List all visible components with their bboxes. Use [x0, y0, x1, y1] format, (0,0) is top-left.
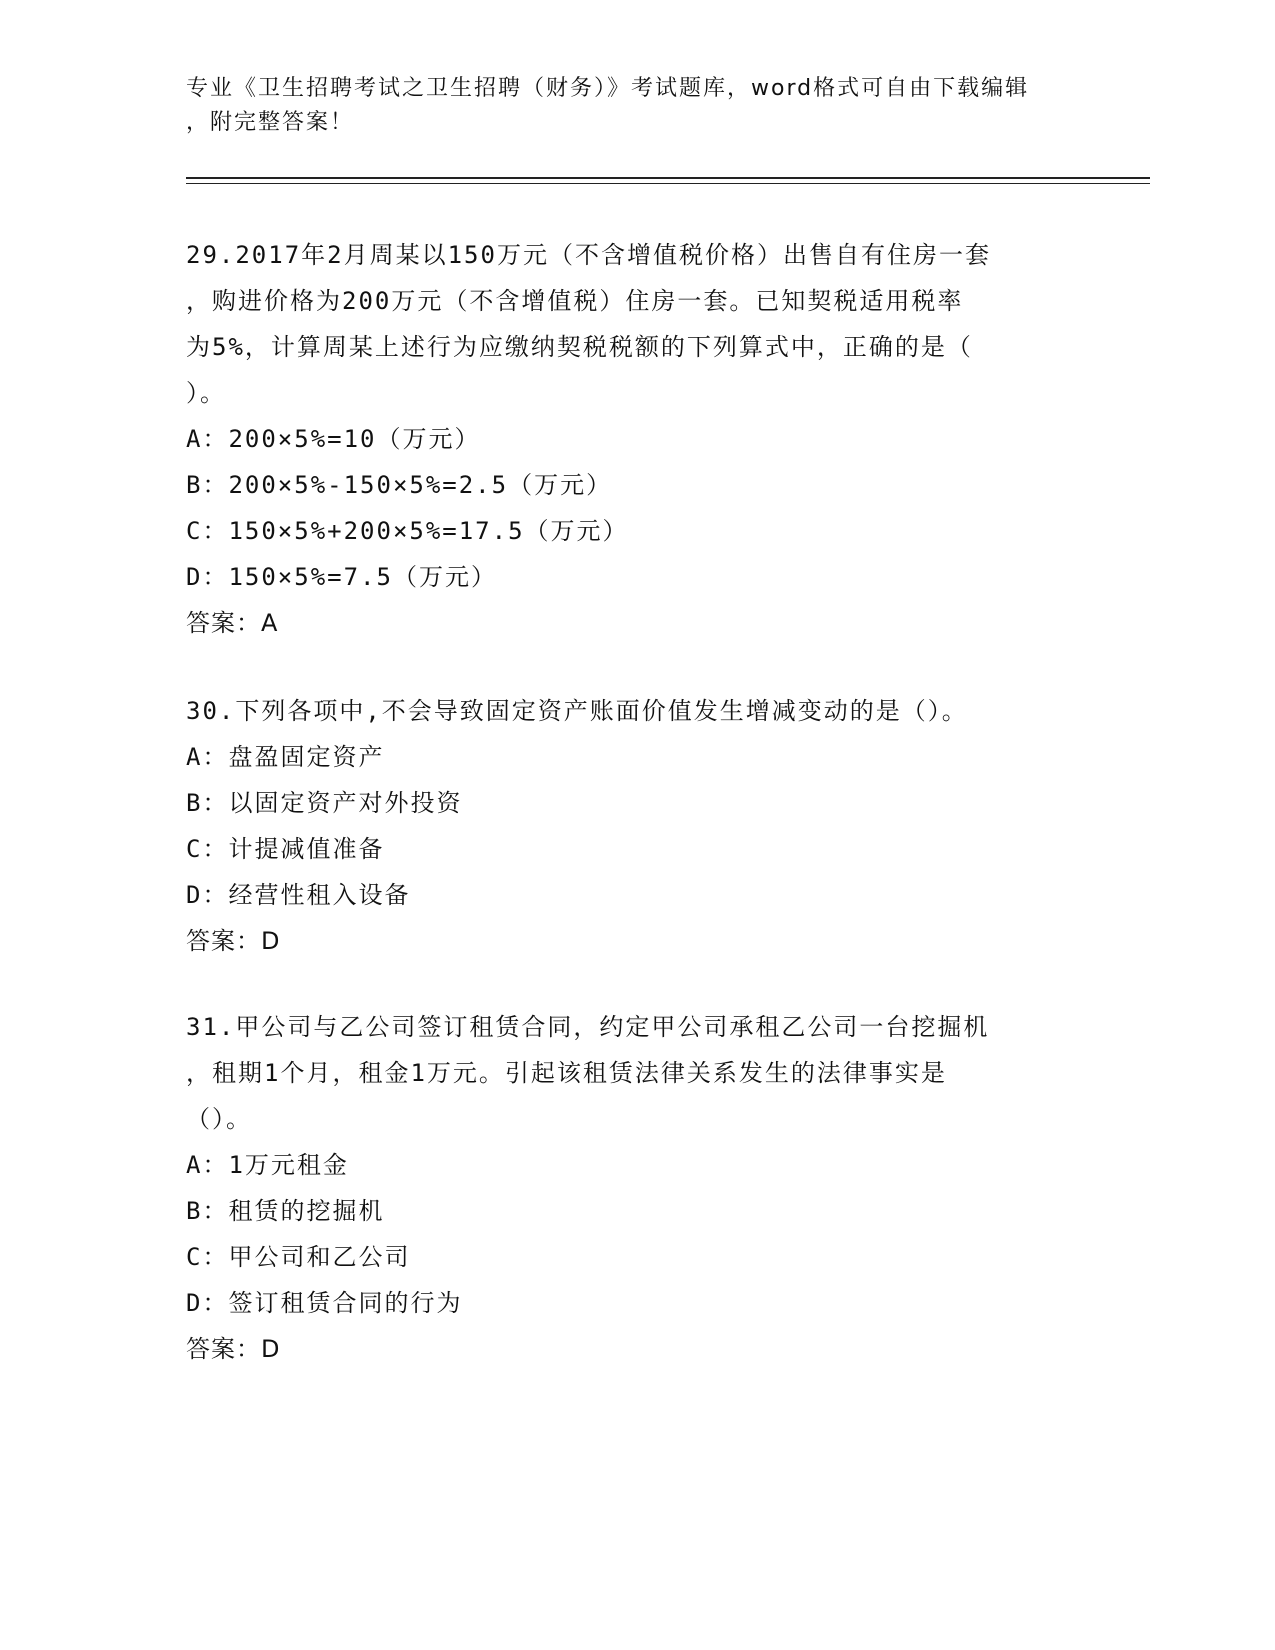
document-header [186, 72, 1066, 140]
option-a: A：盘盈固定资产 [186, 743, 385, 771]
answer: 答案：D [186, 927, 281, 955]
header-line: ，附完整答案！ [186, 110, 355, 135]
header-divider-thick [186, 177, 1150, 179]
option-b: B：以固定资产对外投资 [186, 789, 463, 817]
question-stem-line: 29.2017年2月周某以150万元（不含增值税价格）出售自有住房一套 [186, 241, 991, 269]
option-a: A：1万元租金 [186, 1151, 349, 1179]
option-c: C：150×5%+200×5%=17.5（万元） [186, 517, 629, 545]
question-stem-line: 31.甲公司与乙公司签订租赁合同，约定甲公司承租乙公司一台挖掘机 [186, 1013, 990, 1041]
option-b: B：200×5%-150×5%=2.5（万元） [186, 471, 613, 499]
option-d: D：签订租赁合同的行为 [186, 1289, 463, 1317]
answer: 答案：A [186, 609, 279, 637]
question-stem-line: ）。 [186, 379, 226, 407]
question-stem-line: 30.下列各项中,不会导致固定资产账面价值发生增减变动的是（）。 [186, 697, 968, 725]
option-a: A：200×5%=10（万元） [186, 425, 481, 453]
answer: 答案：D [186, 1335, 281, 1363]
header-divider-thin [186, 183, 1150, 184]
header-line: 专业《卫生招聘考试之卫生招聘（财务）》考试题库，word格式可自由下载编辑 [186, 76, 1030, 101]
option-b: B：租赁的挖掘机 [186, 1197, 385, 1225]
question-stem-line: 为5%，计算周某上述行为应缴纳契税税额的下列算式中，正确的是（ [186, 333, 973, 361]
option-d: D：150×5%=7.5（万元） [186, 563, 497, 591]
option-c: C：计提减值准备 [186, 835, 385, 863]
question-stem-line: ，租期1个月，租金1万元。引起该租赁法律关系发生的法律事实是 [186, 1059, 947, 1087]
question-stem-line: （）。 [186, 1105, 252, 1133]
option-d: D：经营性租入设备 [186, 881, 411, 909]
question-30 [186, 688, 1086, 964]
question-stem-line: ，购进价格为200万元（不含增值税）住房一套。已知契税适用税率 [186, 287, 964, 315]
question-29 [186, 232, 1086, 646]
question-31 [186, 1004, 1086, 1372]
option-c: C：甲公司和乙公司 [186, 1243, 411, 1271]
